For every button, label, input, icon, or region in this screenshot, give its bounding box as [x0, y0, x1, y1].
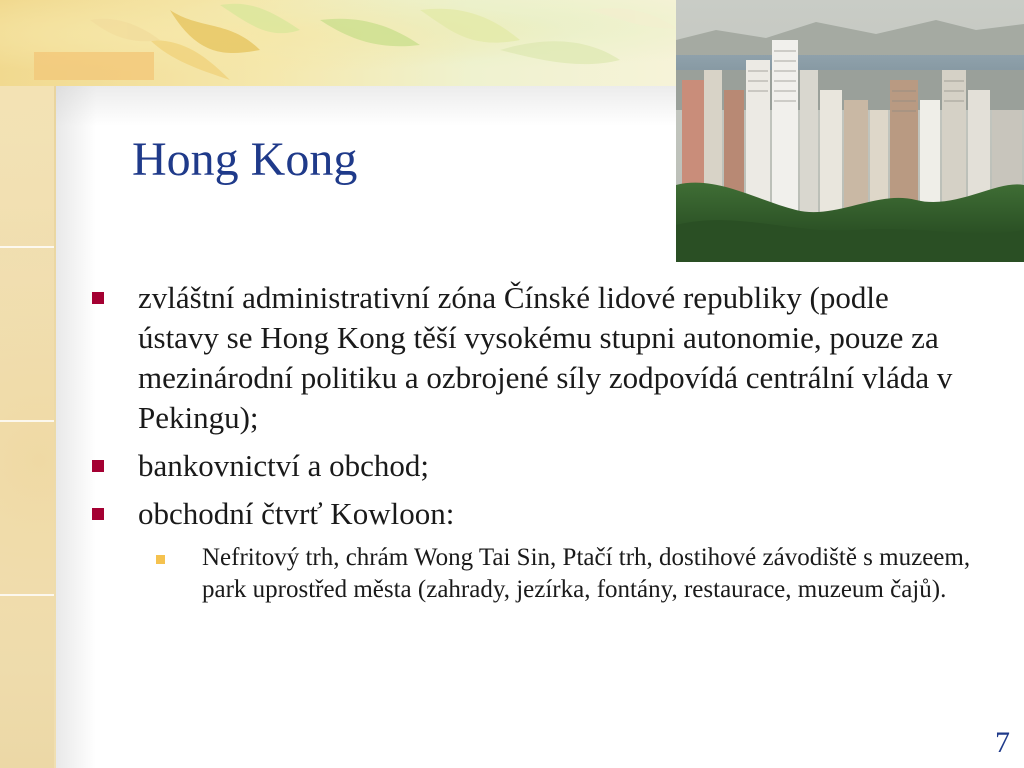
slide-content: [92, 278, 972, 606]
shadow-top: [56, 86, 676, 126]
bullet-text: zvláštní administrativní zóna Čínské lidové republiky (podle ústavy se Hong Kong těší vysokému stupni autonomie, pouze za mezinárodní politiku a ozbrojené síly zodpovídá centrální vláda v Pekingu);: [138, 280, 953, 435]
slide-number: 7: [995, 726, 1010, 759]
slide-title: Hong Kong: [132, 133, 358, 186]
bullet-text: obchodní čtvrť Kowloon:: [138, 496, 455, 531]
bullet-square-icon: [92, 460, 104, 472]
bullet-square-icon: [92, 508, 104, 520]
shadow-left: [56, 86, 96, 768]
bullet-item: [92, 494, 972, 534]
hong-kong-skyline-photo: [676, 0, 1024, 262]
bullet-item: [92, 278, 972, 438]
leaf-decoration: [0, 0, 676, 86]
decorative-left-strip: [0, 0, 56, 768]
sub-bullet-item: [92, 542, 972, 606]
bullet-square-icon: [92, 292, 104, 304]
sub-bullet-text: Nefritový trh, chrám Wong Tai Sin, Ptačí trh, dostihové závodiště s muzeem, park uprostřed města (zahrady, jezírka, fontány, restaurace, muzeum čajů).: [202, 544, 971, 603]
bullet-item: [92, 446, 972, 486]
decorative-leaf-banner: [0, 0, 676, 86]
sub-bullet-square-icon: [156, 555, 165, 564]
bullet-text: bankovnictví a obchod;: [138, 448, 429, 483]
